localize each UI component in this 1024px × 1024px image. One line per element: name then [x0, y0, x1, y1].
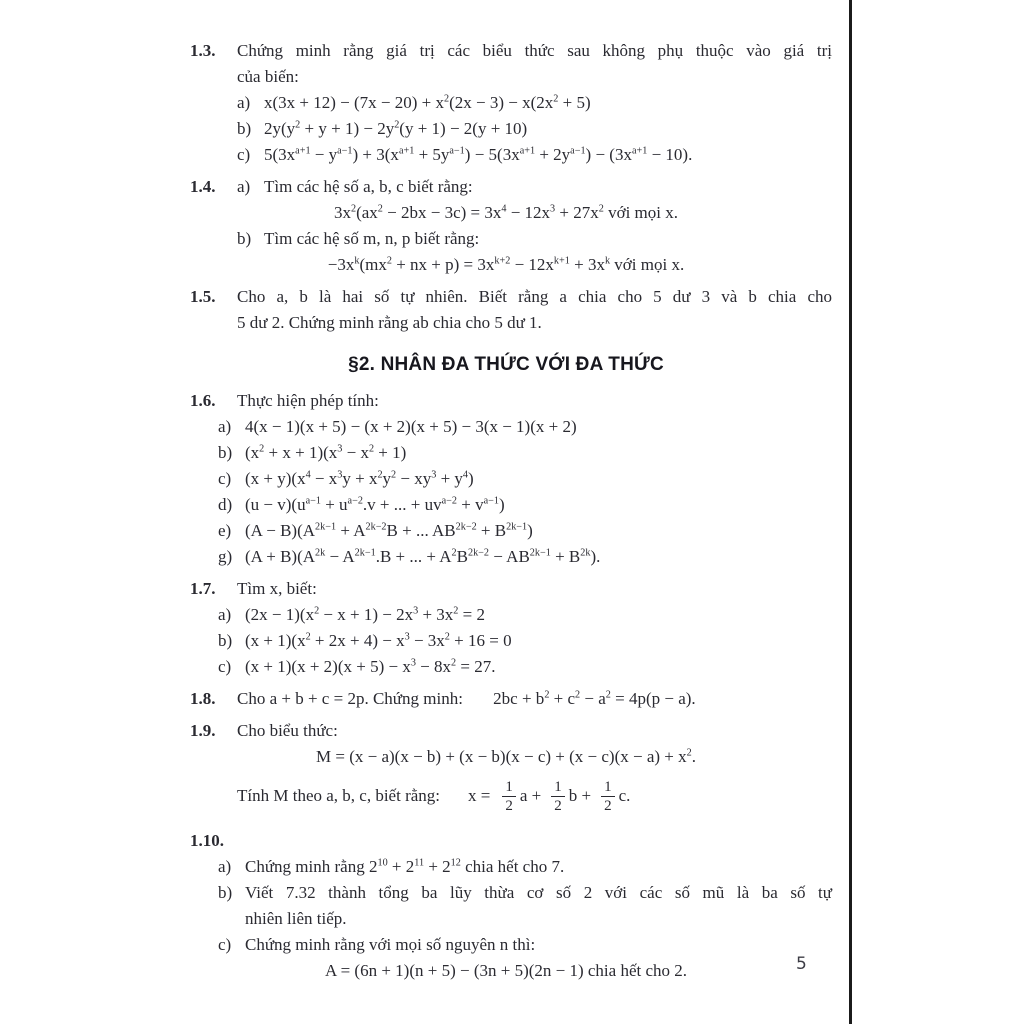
problem-1-7-number: 1.7. [190, 579, 216, 598]
item-expression: $(A - B)(A^{2k-1} + A^{2k-2}B$ + ... $AB^{2k-2} + B^{2k-1}$) [245, 521, 533, 540]
problem-1-3-item-b [237, 116, 832, 142]
problem-1-10-item-b [218, 880, 832, 932]
item-expression: 4(x − 1)(x + 5) − (x + 2)(x + 5) − 3(x − 1)(x + 2) [245, 417, 577, 436]
problem-1-3-item-c [237, 142, 832, 168]
item-expression: $(x^2 + x + 1)(x^3 - x^2 + 1)$ [245, 443, 407, 462]
problem-1-4-item-a [237, 174, 832, 200]
item-expression: $(x + y)(x^4 - x^3y + x^2y^2 - xy^3 + y^4)$ [245, 469, 474, 488]
fraction-numerator: 1 [502, 779, 516, 797]
problem-1-8-line [237, 686, 832, 712]
problem-1-6 [180, 388, 832, 570]
problem-1-6-number: 1.6. [190, 391, 216, 410]
problem-1-5-line-2: 5 dư 2. Chứng minh rằng ab chia cho 5 dư 1. [237, 313, 542, 332]
fraction-suffix: a + [519, 786, 542, 805]
item-label: g) [218, 547, 233, 566]
item-text: Chứng minh rằng $2^{10} + 2^{11} + 2^{12}$ chia hết cho 7. [245, 857, 565, 876]
problem-1-9 [180, 718, 832, 822]
item-label: c) [237, 145, 251, 164]
problem-1-9-equation-m: $M = (x - a)(x - b) + (x - b)(x - c) + (x - c)(x - a) + x^2$. [316, 747, 696, 766]
item-label: d) [218, 495, 233, 514]
item-label: b) [218, 443, 233, 462]
problem-1-4-equation-b: $-3x^k(mx^2$ + nx + $p) = 3x^{k+2} - 12x^{k+1} + 3x^k$ với mọi x. [327, 255, 685, 274]
problem-1-7-intro: Tìm x, biết: [237, 579, 317, 598]
problem-1-4-equation-a: $3x^2(ax^2 - 2bx - 3c) = 3x^4 - 12x^3 + 27x^2$ với mọi x. [333, 203, 678, 222]
compute-prefix: Tính M theo a, b, c, biết rằng: [237, 786, 441, 805]
fraction-one-half [551, 779, 565, 814]
problem-1-5 [180, 284, 832, 336]
item-expression: $5(3x^{a+1} - y^{a-1}) + 3(x^{a+1} + 5y^{a-1}) - 5(3x^{a+1} + 2y^{a-1}) - (3x^{a+1} - 10)$. [264, 145, 693, 164]
problem-1-6-item-b [218, 440, 832, 466]
problem-1-7-item-c [218, 654, 832, 680]
item-label: a) [218, 857, 232, 876]
problem-1-8-equation: $2bc + b^2 + c^2 - a^2 = 4p(p - a)$. [493, 689, 696, 708]
problem-1-4-number: 1.4. [190, 177, 216, 196]
item-text [245, 880, 832, 932]
problem-1-4 [180, 174, 832, 278]
problem-1-5-line-1: Cho a, b là hai số tự nhiên. Biết rằng a chia cho 5 dư 3 và b chia cho [237, 287, 832, 306]
problem-1-10-item-c [218, 932, 832, 958]
fraction-denominator: 2 [604, 797, 612, 814]
problem-1-8-statement: Cho a + b + c = 2p. Chứng minh: [237, 689, 463, 708]
item-text: Tìm các hệ số a, b, c biết rằng: [264, 177, 473, 196]
problem-1-8-number: 1.8. [190, 689, 216, 708]
problem-1-6-item-e [218, 518, 832, 544]
item-label: a) [237, 93, 251, 112]
fraction-denominator: 2 [554, 797, 562, 814]
item-label: b) [218, 631, 233, 650]
page-number: 5 [796, 954, 807, 974]
problem-1-3-item-a [237, 90, 832, 116]
fraction-numerator: 1 [601, 779, 615, 797]
problem-1-9-compute-line [237, 770, 832, 822]
problem-1-3 [180, 38, 832, 168]
problem-1-9-number: 1.9. [190, 721, 216, 740]
item-text-line-2: nhiên liên tiếp. [245, 909, 347, 928]
fraction-suffix: c. [618, 786, 631, 805]
problem-1-3-intro-line-2: của biến: [237, 67, 299, 86]
problem-1-7-item-a [218, 602, 832, 628]
item-label: e) [218, 521, 232, 540]
item-label: a) [237, 177, 251, 196]
fraction-one-half [502, 779, 516, 814]
problem-1-4-item-b [237, 226, 832, 252]
problem-1-6-item-a [218, 414, 832, 440]
item-expression: $(A + B)(A^{2k} - A^{2k-1}.B$ + ... + $A^2B^{2k-2} - AB^{2k-1} + B^{2k}$). [245, 547, 601, 566]
item-expression: $(2x - 1)(x^2 - x + 1) - 2x^3 + 3x^2 = 2$ [245, 605, 485, 624]
problem-1-7-item-b [218, 628, 832, 654]
problem-1-5-number: 1.5. [190, 287, 216, 306]
fraction-suffix: b + [568, 786, 592, 805]
problem-1-10-equation: A = (6n + 1)(n + 5) − (3n + 5)(2n − 1) chia hết cho 2. [324, 961, 688, 980]
item-label: c) [218, 935, 232, 954]
item-label: b) [218, 883, 233, 902]
problem-1-6-item-g [218, 544, 832, 570]
problem-1-10-item-a [218, 854, 832, 880]
problem-1-6-item-c [218, 466, 832, 492]
fraction-numerator: 1 [551, 779, 565, 797]
problem-1-10 [180, 828, 832, 984]
item-label: c) [218, 657, 232, 676]
item-expression: $x(3x + 12) - (7x - 20) + x^2(2x - 3) - x(2x^2 + 5)$ [264, 93, 591, 112]
problem-1-3-number: 1.3. [190, 41, 216, 60]
x-equals: x = [468, 786, 491, 805]
problem-1-10-number: 1.10. [190, 831, 224, 850]
problem-1-8 [180, 686, 832, 712]
item-label: c) [218, 469, 232, 488]
section-heading: §2. NHÂN ĐA THỨC VỚI ĐA THỨC [348, 354, 664, 375]
problem-1-9-intro: Cho biểu thức: [237, 721, 338, 740]
problem-1-6-intro: Thực hiện phép tính: [237, 391, 379, 410]
item-expression: $(x + 1)(x + 2)(x + 5) - x^3 - 8x^2 = 27$. [245, 657, 496, 676]
problem-1-6-item-d [218, 492, 832, 518]
item-text: Tìm các hệ số m, n, p biết rằng: [264, 229, 480, 248]
problem-1-3-intro-line-1: Chứng minh rằng giá trị các biểu thức sau không phụ thuộc vào giá trị [237, 41, 832, 60]
item-text: Chứng minh rằng với mọi số nguyên n thì: [245, 935, 536, 954]
item-expression: $2y(y^2 + y + 1) - 2y^2(y + 1) - 2(y + 10)$ [264, 119, 528, 138]
item-label: b) [237, 119, 252, 138]
fraction-denominator: 2 [505, 797, 513, 814]
fraction-one-half [601, 779, 615, 814]
page-content [180, 38, 832, 990]
item-expression: $(x + 1)(x^2 + 2x + 4) - x^3 - 3x^2 + 16 = 0$ [245, 631, 512, 650]
page-edge-line [849, 0, 852, 1024]
problem-1-7 [180, 576, 832, 680]
item-expression: $(u - v)(u^{a-1} + u^{a-2}.v$ + ... + $uv^{a-2} + v^{a-1}$) [245, 495, 505, 514]
item-label: a) [218, 417, 232, 436]
item-text-line-1: Viết 7.32 thành tổng ba lũy thừa cơ số 2 với các số mũ là ba số tự [245, 883, 832, 902]
item-label: b) [237, 229, 252, 248]
item-label: a) [218, 605, 232, 624]
